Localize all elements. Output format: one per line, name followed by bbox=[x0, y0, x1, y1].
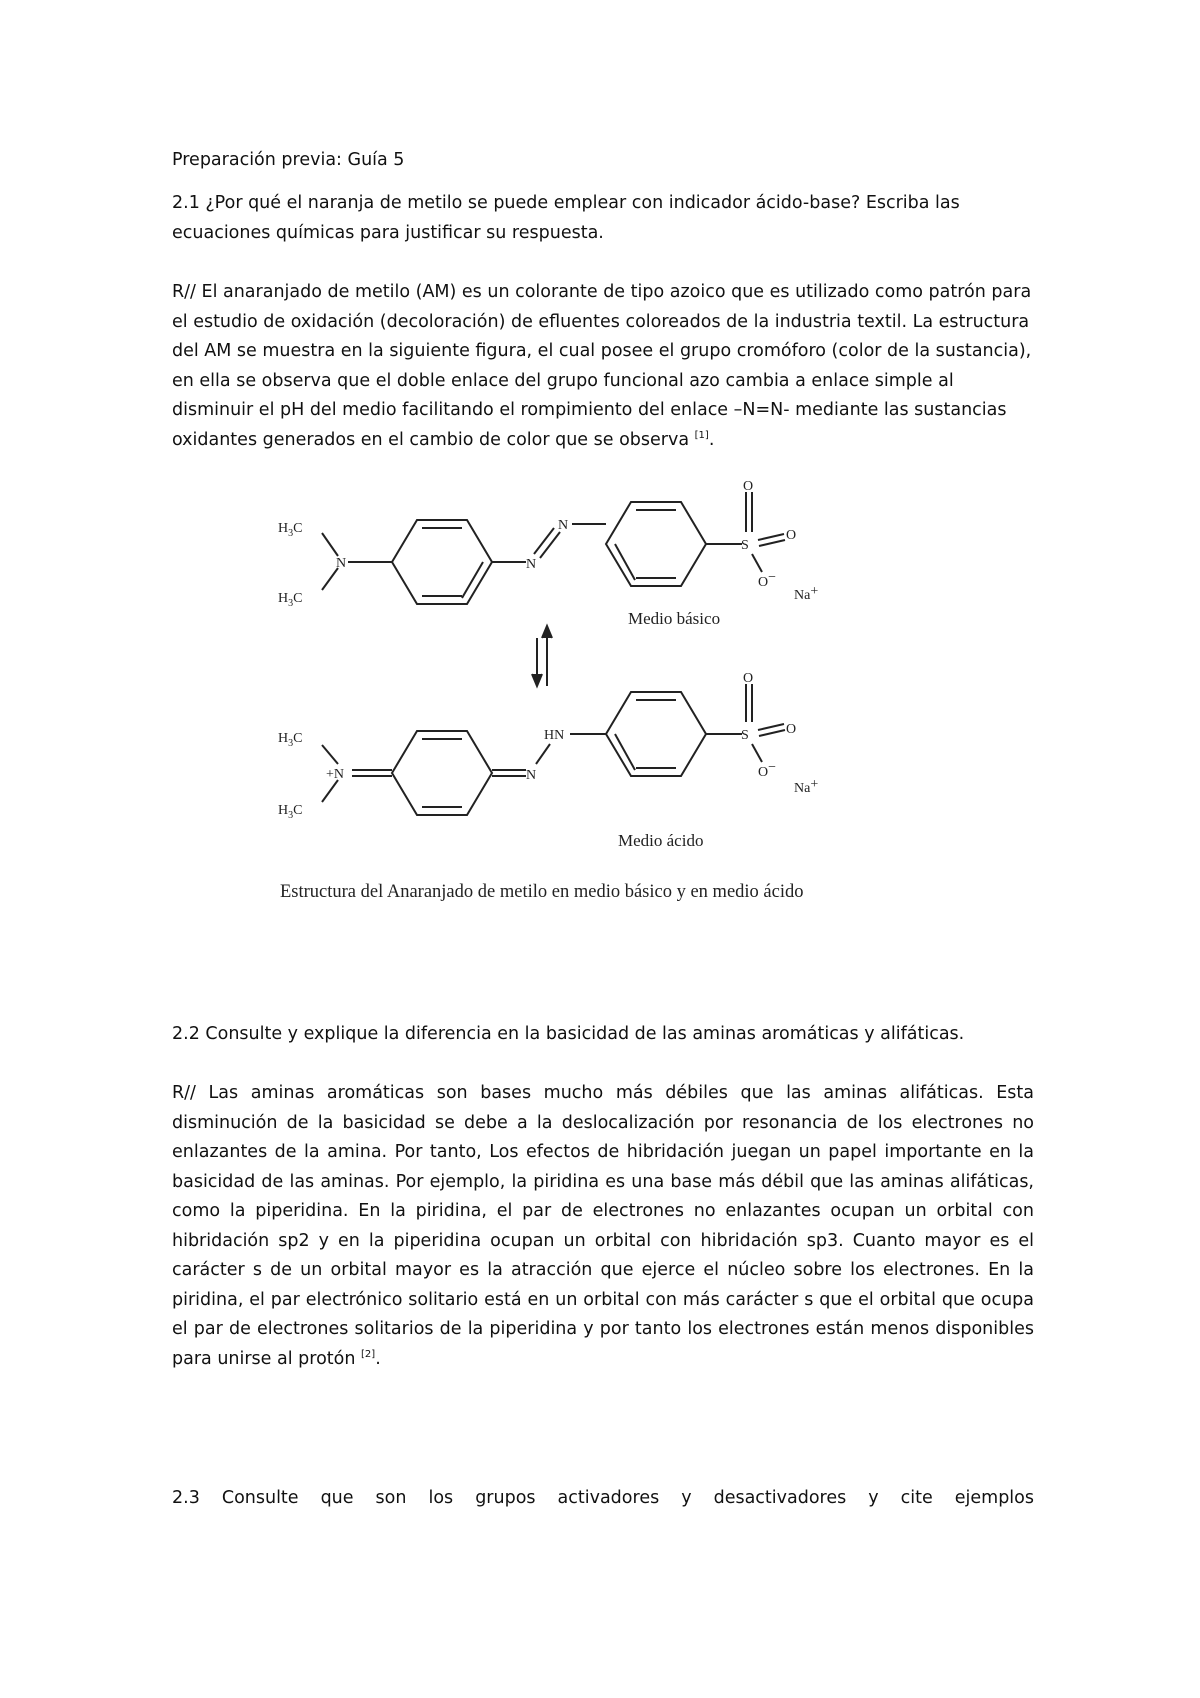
svg-text:Na+ bbox=[794, 777, 818, 796]
answer-2-2 bbox=[172, 1079, 1034, 1374]
svg-text:H3C bbox=[278, 731, 302, 749]
acid-methyl-3-top: 3 bbox=[288, 738, 294, 749]
basic-azo-n2: N bbox=[558, 518, 569, 533]
acid-iminium-n: +N bbox=[326, 767, 345, 782]
reference-2: [2] bbox=[361, 1348, 376, 1360]
basic-oxygen-top: O bbox=[743, 479, 754, 494]
acid-methyl-h-top: H bbox=[278, 731, 289, 746]
basic-amine-n: N bbox=[336, 556, 347, 571]
basic-methyl-c-top: C bbox=[293, 521, 303, 536]
acid-hn: HN bbox=[544, 728, 565, 743]
basic-sodium-charge: + bbox=[810, 584, 819, 599]
basic-azo-n1: N bbox=[526, 557, 537, 572]
svg-text:O− bbox=[758, 570, 776, 590]
basic-methyl-c-bottom: C bbox=[293, 591, 303, 606]
acid-sulfur: S bbox=[741, 728, 749, 743]
equilibrium-arrows bbox=[532, 626, 552, 686]
acid-oxygen-top: O bbox=[743, 671, 754, 686]
figure-caption: Estructura del Anaranjado de metilo en medio básico y en medio ácido bbox=[280, 882, 804, 902]
answer-2-1 bbox=[172, 278, 1034, 455]
acid-oxygen-anion: O bbox=[758, 765, 769, 780]
basic-methyl-h-bottom: H bbox=[278, 591, 289, 606]
answer-2-2-text: R// Las aminas aromáticas son bases mucho más débiles que las aminas alifáticas. Esta disminución de la basicidad se debe a la deslocalización por resonancia de los electrones no enlazantes de la amina. Por tanto, Los efectos de hibridación juegan un papel importante en la basicidad de las aminas. Por ejemplo, la piridina es una base más débil que las aminas alifáticas, como la piperidina. En la piridina, el par de electrones no enlazantes ocupan un orbital con hibridación sp2 y en la piperidina ocupan un orbital con hibridación sp3. Cuanto mayor es el carácter s de un orbital mayor es la atracción que ejerce el núcleo sobre los electrones. En la piridina, el par electrónico solitario está en un orbital con más carácter s que el orbital que ocupa el par de electrones solitarios de la piperidina y por tanto los electrones están menos disponibles para unirse al protón bbox=[172, 1083, 1034, 1369]
question-2-3: 2.3 Consulte que son los grupos activadores y desactivadores y cite ejemplos bbox=[172, 1488, 1034, 1508]
acid-methyl-c-top: C bbox=[293, 731, 303, 746]
basic-methyl-h-top: H bbox=[278, 521, 289, 536]
answer-2-1-text: R// El anaranjado de metilo (AM) es un colorante de tipo azoico que es utilizado como patrón para el estudio de oxidación (decoloración) de efluentes coloreados de la industria textil. La estructura del AM se muestra en la siguiente figura, el cual posee el grupo cromóforo (color de la sustancia), en ella se observa que el doble enlace del grupo funcional azo cambia a enlace simple al disminuir el pH del medio facilitando el rompimiento del enlace –N=N- mediante las sustancias oxidantes generados en el cambio de color que se observa bbox=[172, 282, 1032, 450]
acid-medium-label: Medio ácido bbox=[618, 831, 704, 850]
answer-2-1-end: . bbox=[708, 429, 715, 450]
acid-methyl-3-bottom: 3 bbox=[288, 810, 294, 821]
acid-methyl-c-bottom: C bbox=[293, 803, 303, 818]
acid-oxygen-right: O bbox=[786, 722, 797, 737]
svg-text:Na+ bbox=[794, 584, 818, 603]
acid-azo-n: N bbox=[526, 768, 537, 783]
acid-form-structure bbox=[322, 684, 785, 815]
basic-oxygen-anion: O bbox=[758, 575, 769, 590]
basic-methyl-3-bottom: 3 bbox=[288, 598, 294, 609]
question-2-2 bbox=[172, 1020, 1034, 1050]
methyl-orange-structure-figure bbox=[278, 479, 940, 948]
basic-methyl-3-top: 3 bbox=[288, 528, 294, 539]
acid-sodium-charge: + bbox=[810, 777, 819, 792]
answer-2-2-end: . bbox=[375, 1348, 381, 1369]
question-2-2-text: 2.2 Consulte y explique la diferencia en la basicidad de las aminas aromáticas y alifáticas. bbox=[172, 1024, 965, 1044]
basic-oxygen-right: O bbox=[786, 528, 797, 543]
acid-sodium: Na bbox=[794, 781, 811, 796]
basic-sodium: Na bbox=[794, 588, 811, 603]
acid-methyl-h-bottom: H bbox=[278, 803, 289, 818]
basic-medium-label: Medio básico bbox=[628, 609, 721, 628]
reference-1: [1] bbox=[694, 429, 709, 441]
basic-form-structure bbox=[322, 492, 785, 604]
svg-text:H3C bbox=[278, 591, 302, 609]
basic-sulfur: S bbox=[741, 538, 749, 553]
acid-oxygen-charge: − bbox=[768, 760, 777, 775]
svg-text:H3C bbox=[278, 803, 302, 821]
basic-oxygen-charge: − bbox=[768, 570, 777, 585]
svg-text:H3C bbox=[278, 521, 302, 539]
svg-text:O− bbox=[758, 760, 776, 780]
page-title: Preparación previa: Guía 5 bbox=[172, 150, 405, 170]
question-2-1: 2.1 ¿Por qué el naranja de metilo se puede emplear con indicador ácido-base? Escriba las ecuaciones químicas para justificar su respuesta. bbox=[172, 193, 960, 243]
